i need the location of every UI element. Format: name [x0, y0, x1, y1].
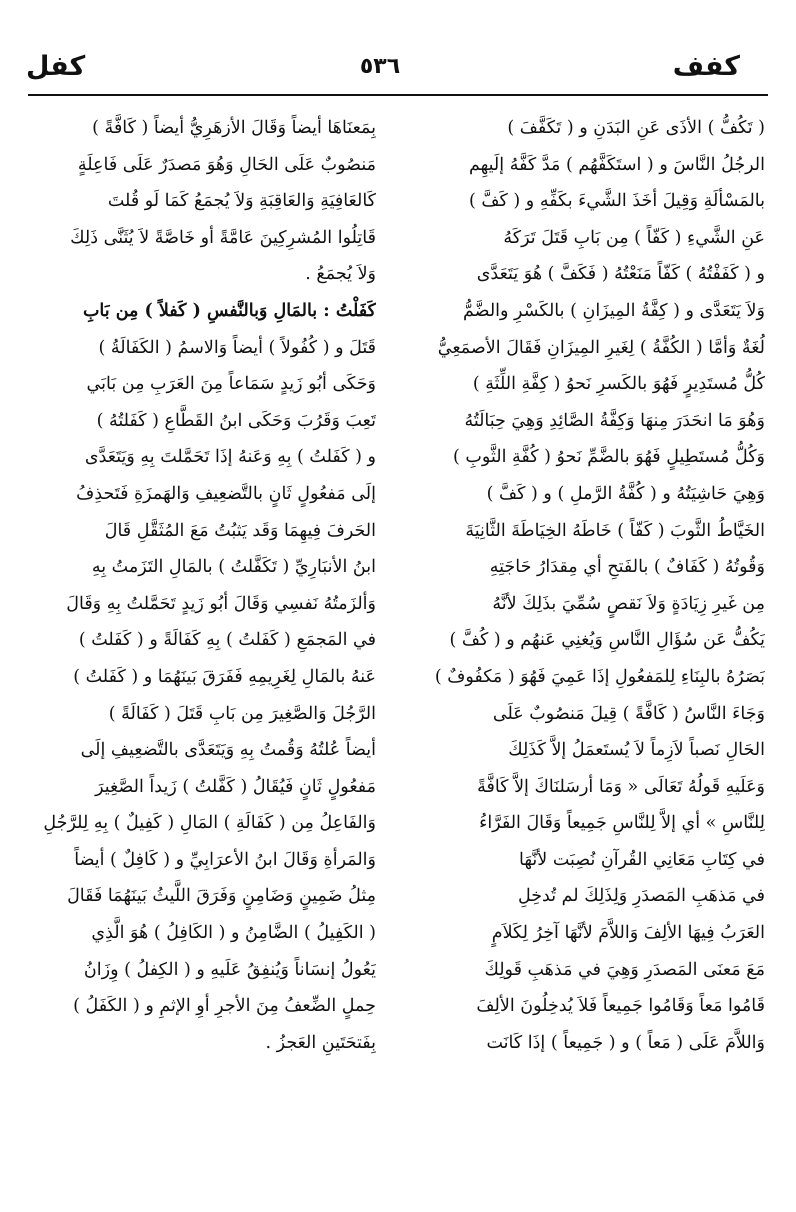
right-column — [405, 110, 765, 1061]
text-line: مَعَ مَعنَى المَصدَرِ وَهِيَ في مَذهَبِ قَولِكَ — [484, 959, 765, 980]
text-line: كُلُّ مُستَدِيرٍ فَهُوَ بالكَسرِ نَحوُ ( كِفَّةِ اللِّثَةِ ) — [472, 374, 765, 395]
text-line: الرجُلُ النَّاسَ و ( استَكَفَّهُم ) مَدَّ كَفَّهُ إلَيهِم — [468, 154, 765, 175]
text-line: مِن غَيرِ زِيَادَةٍ وَلاَ نَقصٍ سُمِّيَ بذَلِكَ لأنَّهُ — [492, 593, 765, 614]
text-line: الخَيَّاطُ الثَّوبَ ( كَفّاً ) خَاطَهُ الخِيَاطَةَ الثَّانِيَةَ — [465, 520, 765, 541]
text-line: وَاللاَّمَ عَلَى ( مَعاً ) و ( جَمِيعاً ) إذَا كَانَت — [486, 1032, 765, 1053]
text-line: إلَى مَفعُولٍ ثَانٍ بالتَّضعِيفِ وَالهَمزَةِ فَتَحذِفُ — [76, 483, 376, 504]
text-line: و ( كَفَفْتُهُ ) كَفّاً مَنَعْتُهُ ( فَكَفَّ ) هُوَ يَتَعَدَّى — [476, 264, 765, 285]
text-line: وَلاَ يَتَعَدَّى و ( كِفَّةُ المِيزَانِ ) بالكَسْرِ والضَّمُّ — [463, 300, 765, 321]
text-line: في المَجمَعِ ( كَفَلتُ ) بِهِ كَفَالَةً و ( كَفَلتُ ) — [78, 630, 376, 651]
text-line: عَنِ الشَّيءِ ( كَفّاً ) مِن بَابِ قَتَلَ تَرَكَهُ — [503, 227, 765, 248]
text-line: مَفعُولٍ ثَانٍ فَيُقَالُ ( كَفَّلتُ ) زَيداً الصَّغِيرَ — [95, 776, 376, 797]
text-line: حِملٍ الضِّعفُ مِنَ الأجرِ أوِ الإثمِ و ( الكَفَلُ ) — [73, 996, 376, 1017]
text-line: يَكُفُّ عَن سُؤَالِ النَّاسِ وَيُغنِي عَنهُم و ( كُفَّ ) — [449, 630, 765, 651]
text-line: الحَرفَ فِيهِمَا وَقَد يَثبُتُ مَعَ المُثَقَّلِ قَالَ — [104, 520, 376, 541]
left-column — [36, 110, 376, 1061]
header-right-word: كفف — [672, 51, 740, 82]
text-line: كَالعَافِيَةِ وَالعَاقِبَةِ وَلاَ يُجمَعُ كَمَا لَو قُلتَ — [107, 191, 376, 212]
text-line: وَالفَاعِلُ مِن ( كَفَالَةِ ) المَالِ ( كَفِيلٌ ) بِهِ لِلرَّجُلِ — [43, 813, 376, 834]
text-line: وَلاَ يُجمَعُ . — [305, 264, 376, 285]
text-line: وَألزَمتُهُ نَفسِي وَقَالَ أبُو زَيدٍ تَحَمَّلتُ بِهِ وَقَالَ — [66, 593, 376, 614]
text-line: ابنُ الأنبَارِيِّ ( تَكَفَّلتُ ) بالمَالِ التَزَمتُ بِهِ — [91, 557, 376, 578]
text-line: قَتَلَ و ( كُفُولاً ) أيضاً وَالاسمُ ( الكَفَالَةُ ) — [98, 337, 376, 358]
header-divider — [28, 94, 768, 96]
text-line: لِلنَّاسِ » أي إلاَّ لِلنَّاسِ جَمِيعاً وَقَالَ الفَرَّاءُ — [479, 813, 765, 834]
text-line: مَنصُوبٌ عَلَى الحَالِ وَهُوَ مَصدَرٌ عَلَى فَاعِلَةٍ — [77, 154, 376, 175]
header-left-word: كفل — [26, 51, 86, 82]
text-line: تَعِبَ وَقَرُبَ وَحَكَى ابنُ القَطَّاعِ ( كَفَلتُهُ ) — [96, 410, 376, 431]
text-line: بالمَسْألَةِ وَقِيلَ أخَذَ الشَّيءَ بكَفِّهِ و ( كَفَّ ) — [469, 191, 765, 212]
text-line: أيضاً عُلتُهُ وَقُمتُ بِهِ وَيَتَعَدَّى بالتَّضعِيفِ إلَى — [80, 740, 376, 761]
text-line: وَالمَرأةِ وَقَالَ ابنُ الأعرَابِيِّ و ( كَافِلٌ ) أيضاً — [74, 849, 376, 870]
text-line: و ( كَفَلتُ ) بِهِ وَعَنهُ إذَا تَحَمَّلتَ بِهِ وَيَتَعَدَّى — [84, 447, 376, 468]
text-line: الرَّجُلَ وَالصَّغِيرَ مِن بَابِ قَتَلَ ( كَفَالَةً ) — [108, 703, 376, 724]
text-line: عَنهُ بالمَالِ لِغَرِيمِهِ فَفَرَقَ بَينَهُمَا و ( كَفَلتُ ) — [73, 666, 376, 687]
page-number: ٥٣٦ — [359, 54, 401, 79]
text-line: العَرَبُ فِيهَا الألِفَ وَاللاَّمَ لأنَّهَا آخِرُ لِكَلاَمٍ — [491, 923, 765, 944]
text-line: بِفَتحَتَينِ العَجزُ . — [265, 1032, 376, 1053]
text-line: وَحَكَى أبُو زَيدٍ سَمَاعاً مِنَ العَرَبِ مِن بَابَي — [86, 374, 376, 395]
text-line: وَعَلَيهِ قَولُهُ تَعَالَى « وَمَا أرسَلنَاكَ إلاَّ كَافَّةً — [477, 776, 765, 797]
text-line: بِمَعنَاهَا أيضاً وَقَالَ الأزهَرِيُّ أيضاً ( كَافَّةً ) — [92, 118, 376, 138]
text-line: الحَالِ نَصباً لاَزِماً لاَ يُستَعمَلُ إلاَّ كَذَلِكَ — [508, 740, 765, 761]
text-line: وَقُوتُهُ ( كَفَافٌ ) بالفَتحِ أي مِقدَارُ حَاجَتِهِ — [489, 557, 765, 578]
text-line: في مَذهَبِ المَصدَرِ وَلِذَلِكَ لم تُدخِلِ — [517, 886, 765, 907]
text-line: مِثلُ ضَمِينٍ وَضَامِنٍ وَفَرَقَ اللَّيثُ بَينَهُمَا فَقَالَ — [67, 886, 376, 907]
text-line: بَصَرُهُ بالبِنَاءِ لِلمَفعُولِ إذَا عَمِيَ فَهُوَ ( مَكفُوفٌ ) — [434, 666, 765, 687]
text-line: يَعُولُ إنسَاناً وَيُنفِقُ عَلَيهِ و ( الكِفلُ ) وِزَانُ — [83, 959, 376, 980]
text-line: وَكُلُّ مُستَطِيلٍ فَهُوَ بالضَّمِّ نَحوُ ( كُفَّةِ الثَّوبِ ) — [453, 447, 765, 468]
text-line: وَجَاءَ النَّاسُ ( كَافَّةً ) قِيلَ مَنصُوبٌ عَلَى — [492, 703, 765, 724]
text-line: في كِتَابِ مَعَانِي القُرآنِ نُصِبَت لأنَّهَا — [519, 849, 765, 870]
text-line: وَهُوَ مَا انحَدَرَ مِنهَا وَكِفَّةُ الصَّائِدِ وَهِيَ حِبَالَتُهُ — [464, 410, 765, 431]
text-line: قَامُوا مَعاً وَقَامُوا جَمِيعاً فَلاَ يُدخِلُونَ الألِفَ — [476, 996, 765, 1017]
text-line: ( الكَفِيلُ ) الضَّامِنُ و ( الكَافِلُ ) هُوَ الَّذِي — [91, 923, 376, 944]
text-line: ( تَكُفُّ ) الأذَى عَنِ البَدَنِ و ( تَكَفَّفَ ) — [507, 118, 765, 138]
text-line: لُغَةٌ وَأمَّا ( الكُفَّةُ ) لِغَيرِ المِيزَانِ فَقَالَ الأصمَعِيُّ — [437, 337, 765, 358]
text-line: قَاتِلُوا المُشرِكِينَ عَامَّةً أو خَاصَّةً لاَ يُثَنَّى ذَلِكَ — [70, 227, 376, 248]
text-line: كَفَلْتُ : بالمَالِ وَبالنَّفسِ ( كَفلاً ) مِن بَابِ — [82, 300, 376, 321]
text-line: وَهِيَ حَاشِيَتُهُ و ( كُفَّةُ الرَّملِ ) و ( كَفَّ ) — [486, 483, 765, 504]
